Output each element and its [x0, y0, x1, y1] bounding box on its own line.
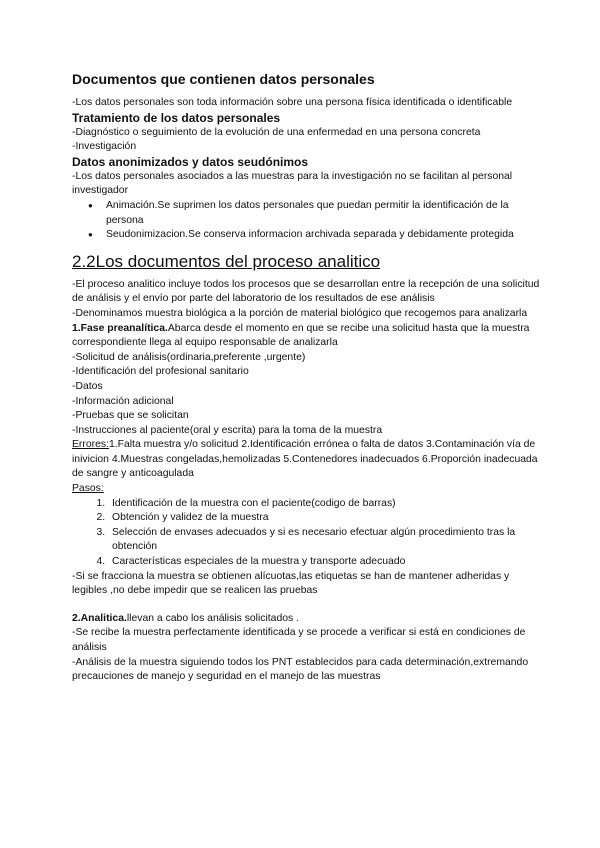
line-fase1: -Información adicional [72, 395, 174, 407]
errores-label: Errores: [72, 439, 109, 451]
paso-item: 1. Identificación de la muestra con el paciente(codigo de barras) [108, 497, 542, 512]
errores-paragraph [72, 438, 542, 482]
fase-preanalitica-paragraph [72, 322, 542, 351]
fase-analitica-title: 2.Analitica. [72, 612, 127, 624]
document-content [72, 70, 542, 685]
bullet-list-anonimizados [72, 199, 542, 243]
fase-preanalitica-text: Abarca desde el momento en que se recibe una solicitud hasta que la muestra correspondiente llega al equipo responsable de analizarla [72, 322, 530, 349]
errores-text: 1.Falta muestra y/o solicitud 2.Identificación errónea o falta de datos 3.Contaminación vía de inivicion 4.Muestras congeladas,hemolizadas 5.Contenedores inadecuados 6.Proporción inadecuada de sangre y anticoagulada [72, 439, 538, 480]
line-fase2: -Se recibe la muestra perfectamente identificada y se procede a verificar si está en condiciones de análisis [72, 627, 526, 653]
bullet-item: ● Seudonimizacion.Se conserva informacion archivada separada y debidamente protegida [106, 228, 542, 243]
line-fase2: -Análisis de la muestra siguiendo todos los PNT establecidos para cada determinación,extremando precauciones de manejo y seguridad en el manejo de las muestras [72, 656, 529, 683]
line-fase1: -Identificación del profesional sanitario [72, 366, 249, 378]
main-heading: Documentos que contienen datos personales [72, 71, 375, 87]
line-fase1: -Solicitud de análisis(ordinaria,preferente ,urgente) [72, 351, 306, 363]
line-fase1: -Instrucciones al paciente(oral y escrita) para la toma de la muestra [72, 424, 383, 436]
spacer [72, 599, 542, 612]
paragraph-muestra: -Denominamos muestra biológica a la porción de material biológico que recogemos para analizarla [72, 307, 528, 319]
line-fase1: -Pruebas que se solicitan [72, 410, 189, 422]
heading-anonimizados: Datos anonimizados y datos seudónimos [72, 154, 309, 169]
paragraph-alicuotas: -Si se fracciona la muestra se obtienen alícuotas,las etiquetas se han de mantener adheridas y legibles ,no debe impedir que se realicen las pruebas [72, 570, 510, 597]
fase-analitica-text: llevan a cabo los análisis solicitados . [126, 612, 299, 624]
paso-item: 3. Selección de envases adecuados y si es necesario efectuar algún procedimiento tras la obtención [108, 526, 542, 555]
paso-item: 2. Obtención y validez de la muestra [108, 511, 542, 526]
paragraph-proceso: -El proceso analitico incluye todos los procesos que se desarrollan entre la recepción de una solicitud de análisis y el envío por parte del laboratorio de los resultados de ese análisis [72, 278, 540, 305]
fase-preanalitica-title: 1.Fase preanalítica. [72, 322, 168, 334]
pasos-list [72, 497, 542, 570]
heading-tratamiento: Tratamiento de los datos personales [72, 110, 281, 125]
paso-item: 4. Características especiales de la muestra y transporte adecuado [108, 555, 542, 570]
bullet-item: ● Animación.Se suprimen los datos personales que puedan permitir la identificación de la persona [106, 199, 542, 228]
line-tratamiento-1: -Diagnóstico o seguimiento de la evolución de una enfermedad en una persona concreta [72, 126, 481, 138]
line-fase1: -Datos [72, 380, 103, 392]
paragraph-anonimizados: -Los datos personales asociados a las muestras para la investigación no se facilitan al personal investigador [72, 170, 513, 197]
pasos-label: Pasos: [72, 483, 104, 495]
section-title: 2.2Los documentos del proceso analitico [72, 251, 381, 271]
fase-analitica-paragraph [72, 612, 542, 627]
paragraph-definition: -Los datos personales son toda información sobre una persona física identificada o identificable [72, 97, 513, 108]
line-tratamiento-2: -Investigación [72, 141, 137, 153]
